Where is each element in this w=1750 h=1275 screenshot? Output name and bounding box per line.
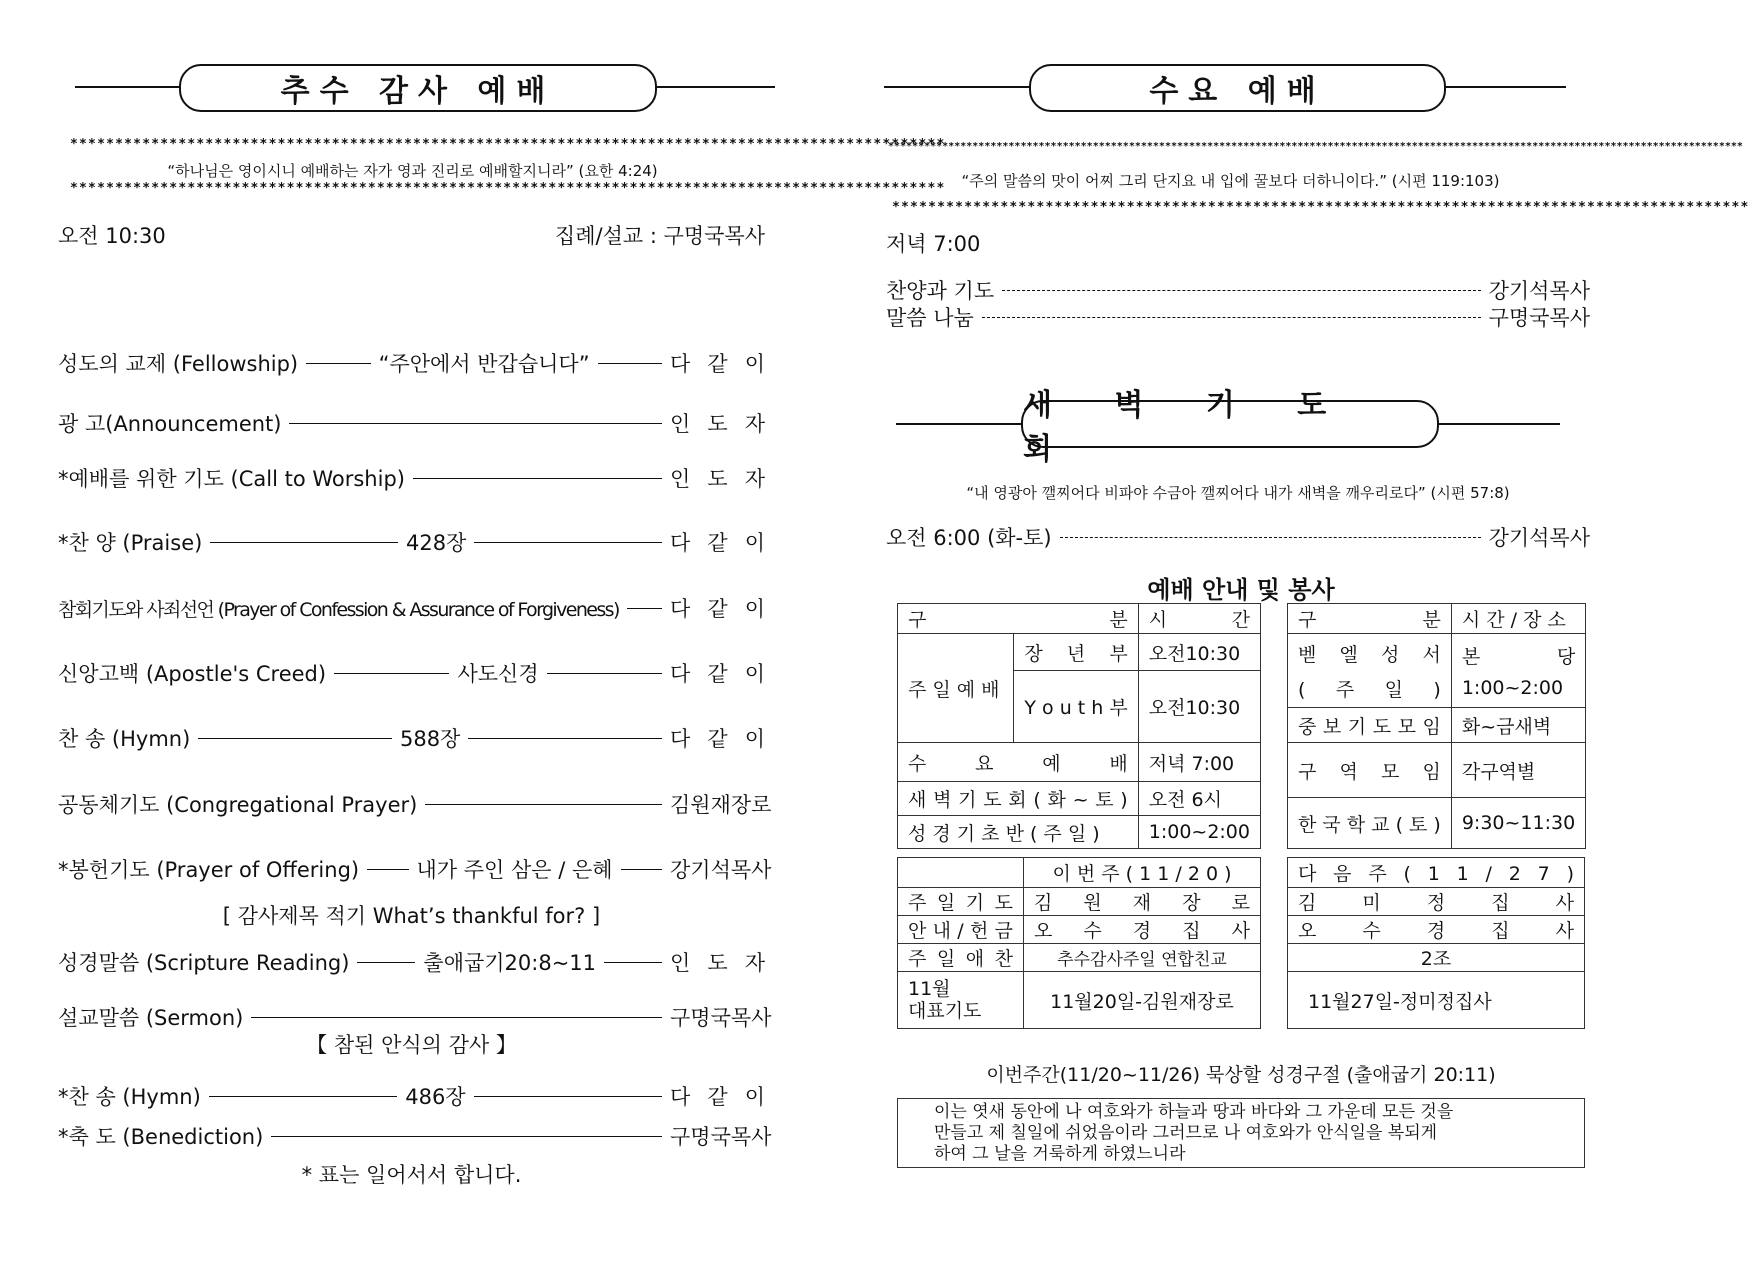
order-item	[58, 527, 765, 557]
order-person: 다 같 이	[670, 727, 766, 751]
service-leader: 집례/설교 : 구명국목사	[554, 224, 765, 248]
cell: 새 벽 기 도 회 ( 화 ~ 토 )	[898, 782, 1139, 816]
item-label: 찬양과 기도	[886, 279, 995, 303]
service-table	[1287, 603, 1586, 849]
cell-line: 11월	[908, 978, 951, 1000]
order-detail: 428장	[405, 531, 467, 555]
this-week-duty-table	[897, 857, 1261, 1029]
order-note: 【 참된 안식의 감사 】	[306, 1033, 517, 1057]
order-detail: 486장	[405, 1085, 466, 1109]
star-divider: *************************************************************************************************	[70, 137, 946, 152]
order-label: *축 도 (Benediction)	[58, 1125, 264, 1149]
order-label: *예배를 위한 기도 (Call to Worship)	[58, 467, 405, 491]
order-detail: 588장	[399, 727, 461, 751]
order-item	[58, 658, 765, 688]
cell: 안 내 / 헌 금	[898, 916, 1024, 944]
item-label: 오전 6:00 (화-토)	[886, 526, 1052, 550]
order-label: 참회기도와 사죄선언 (Prayer of Confession & Assurance of Forgiveness)	[58, 598, 619, 621]
dashed-leader	[1060, 537, 1481, 538]
leader-line	[547, 673, 662, 674]
header-cell: 시 간	[1138, 604, 1260, 634]
header-cell: 구 분	[898, 604, 1139, 634]
verse-line: 만들고 제 칠일에 쉬었음이라 그러므로 나 여호와가 안식일을 복되게	[934, 1123, 1438, 1143]
order-item	[58, 854, 772, 884]
cell: Y o u t h 부	[1014, 671, 1138, 743]
dashed-leader	[982, 317, 1481, 318]
header-cell: 다 음 주 ( 1 1 / 2 7 )	[1288, 858, 1585, 888]
cell	[1288, 634, 1452, 708]
cell: 김 원 재 장 로	[1023, 888, 1260, 916]
star-divider: ***********************************************************************************************	[892, 200, 1750, 215]
order-item	[58, 723, 765, 753]
header-cell: 시 간 / 장 소	[1451, 604, 1585, 634]
cell: 수 요 예 배	[898, 743, 1139, 782]
leader-line	[367, 869, 408, 870]
order-item	[58, 1002, 772, 1032]
order-item	[58, 1081, 765, 1111]
order-item	[58, 947, 765, 977]
order-note: * 표는 일어서서 합니다.	[301, 1163, 522, 1187]
leader-line	[289, 423, 662, 424]
wednesday-item	[886, 302, 1590, 332]
order-person: 다 같 이	[670, 531, 765, 555]
meditation-verse-box	[897, 1098, 1585, 1168]
cell-line: 1:00~2:00	[1461, 677, 1564, 699]
leader-line	[413, 478, 662, 479]
cell: 중 보 기 도 모 임	[1288, 708, 1452, 743]
leader-line	[627, 608, 662, 609]
next-week-duty-table	[1287, 857, 1585, 1029]
cell-line: 벧 엘 성 서	[1298, 643, 1441, 666]
order-detail: “주안에서 반갑습니다”	[378, 352, 590, 376]
verse-line: 하여 그 날을 거룩하게 하였느니라	[934, 1144, 1186, 1164]
leader-line	[198, 738, 392, 739]
order-item	[58, 1029, 765, 1059]
order-person: 다 같 이	[670, 662, 766, 686]
cell: 1:00~2:00	[1138, 816, 1260, 849]
order-item	[58, 593, 765, 623]
leader-line	[210, 542, 398, 543]
cell: 9:30~11:30	[1451, 798, 1585, 849]
service-info-title: 예배 안내 및 봉사	[1147, 576, 1335, 604]
leader-line	[621, 869, 662, 870]
leader-line	[357, 962, 415, 963]
order-item	[58, 463, 765, 493]
order-label: *봉헌기도 (Prayer of Offering)	[58, 858, 360, 882]
wednesday-title: 수요 예배	[1029, 64, 1446, 112]
order-detail: 출애굽기20:8~11	[423, 951, 597, 975]
order-note: [ 감사제목 적기 What’s thankful for? ]	[222, 904, 601, 928]
item-value: 강기석목사	[1488, 279, 1590, 303]
order-person: 다 같 이	[670, 1085, 766, 1109]
cell: 오 수 경 집 사	[1288, 916, 1585, 944]
cell: 장 년 부	[1014, 634, 1138, 671]
cell: 각구역별	[1451, 743, 1585, 798]
cell: 주 일 기 도	[898, 888, 1024, 916]
service-table	[897, 603, 1261, 849]
cell: 구 역 모 임	[1288, 743, 1452, 798]
cell: 성 경 기 초 반 ( 주 일 )	[898, 816, 1139, 849]
order-label: 성경말씀 (Scripture Reading)	[58, 951, 350, 975]
cell	[898, 972, 1024, 1029]
leader-line	[598, 363, 662, 364]
star-divider: *************************************************************************************************	[70, 181, 946, 196]
order-person: 강기석목사	[670, 858, 772, 882]
cell	[1451, 634, 1585, 708]
cell: 오전 6시	[1138, 782, 1260, 816]
leader-line	[209, 1096, 397, 1097]
order-detail: 사도신경	[457, 662, 539, 686]
cell: 주 일 예 배	[898, 634, 1014, 743]
dawn-prayer-title: 새 벽 기 도 회	[1021, 400, 1439, 448]
cell: 화~금새벽	[1451, 708, 1585, 743]
order-person: 구명국목사	[670, 1125, 772, 1149]
cell: 11월20일-김원재장로	[1023, 972, 1260, 1029]
order-label: 광 고(Announcement)	[58, 412, 282, 436]
dawn-verse: “내 영광아 깰찌어다 비파야 수금아 깰찌어다 내가 새벽을 깨우리로다” (시편 57:8)	[966, 484, 1510, 502]
leader-line	[306, 363, 370, 364]
cell: 김 미 정 집 사	[1288, 888, 1585, 916]
order-person: 인 도 자	[670, 412, 765, 436]
left-verse: “하나님은 영이시니 예배하는 자가 영과 진리로 예배할지니라” (요한 4:24)	[167, 162, 658, 180]
order-person: 다 같 이	[670, 352, 766, 376]
item-value: 구명국목사	[1488, 306, 1590, 330]
cell: 저녁 7:00	[1138, 743, 1260, 782]
verse-line: 이는 엿새 동안에 나 여호와가 하늘과 땅과 바다와 그 가운데 모든 것을	[934, 1102, 1454, 1122]
order-label: *찬 송 (Hymn)	[58, 1085, 201, 1109]
order-item	[58, 1121, 772, 1151]
leader-line	[334, 673, 449, 674]
header-cell: 구 분	[1288, 604, 1452, 634]
order-label: 성도의 교제 (Fellowship)	[58, 352, 299, 376]
wednesday-item	[886, 275, 1590, 305]
leader-line	[468, 738, 662, 739]
cell: 한 국 학 교 ( 토 )	[1288, 798, 1452, 849]
wednesday-verse: “주의 말씀의 맛이 어찌 그리 단지요 내 입에 꿀보다 더하니이다.” (시편 119:103)	[961, 172, 1500, 190]
order-item	[58, 408, 765, 438]
order-person: 다 같 이	[670, 597, 765, 621]
star-divider: **********************************************************************************************************************************************	[888, 141, 1743, 152]
cell-line: 본 당	[1461, 646, 1576, 668]
order-label: *찬 양 (Praise)	[58, 531, 203, 555]
cell-line: 대표기도	[908, 1000, 982, 1022]
thanksgiving-title: 추수 감사 예배	[179, 64, 657, 112]
dashed-leader	[1002, 290, 1480, 291]
cell-line: ( 주 일 )	[1298, 678, 1441, 701]
item-label: 말씀 나눔	[886, 306, 974, 330]
leader-line	[474, 1096, 662, 1097]
order-person: 인 도 자	[670, 467, 765, 491]
dawn-item	[886, 522, 1590, 552]
cell	[898, 858, 1024, 888]
order-label: 찬 송 (Hymn)	[58, 727, 191, 751]
cell: 주 일 애 찬	[898, 944, 1024, 972]
cell: 오 수 경 집 사	[1023, 916, 1260, 944]
cell: 2조	[1288, 944, 1585, 972]
cell: 추수감사주일 연합친교	[1023, 944, 1260, 972]
cell: 오전10:30	[1138, 671, 1260, 743]
leader-line	[604, 962, 662, 963]
order-item	[58, 1159, 765, 1189]
order-label: 공동체기도 (Congregational Prayer)	[58, 793, 418, 817]
header-cell: 이 번 주 ( 1 1 / 2 0 )	[1023, 858, 1260, 888]
order-person: 구명국목사	[670, 1006, 772, 1030]
order-person: 김원재장로	[670, 793, 772, 817]
leader-line	[251, 1017, 662, 1018]
leader-line	[271, 1136, 662, 1137]
leader-line	[474, 542, 662, 543]
item-value: 강기석목사	[1488, 526, 1590, 550]
order-item	[58, 789, 772, 819]
order-item	[58, 900, 765, 930]
cell: 오전10:30	[1138, 634, 1260, 671]
cell: 11월27일-정미정집사	[1288, 972, 1585, 1029]
order-item	[58, 348, 765, 378]
service-time: 오전 10:30	[58, 224, 166, 248]
order-label: 신앙고백 (Apostle's Creed)	[58, 662, 327, 686]
order-person: 인 도 자	[670, 951, 765, 975]
wednesday-time: 저녁 7:00	[886, 232, 981, 256]
order-label: 설교말씀 (Sermon)	[58, 1006, 244, 1030]
leader-line	[425, 804, 662, 805]
meditation-title: 이번주간(11/20~11/26) 묵상할 성경구절 (출애굽기 20:11)	[986, 1064, 1496, 1086]
order-detail: 내가 주인 삼은 / 은혜	[416, 858, 613, 882]
